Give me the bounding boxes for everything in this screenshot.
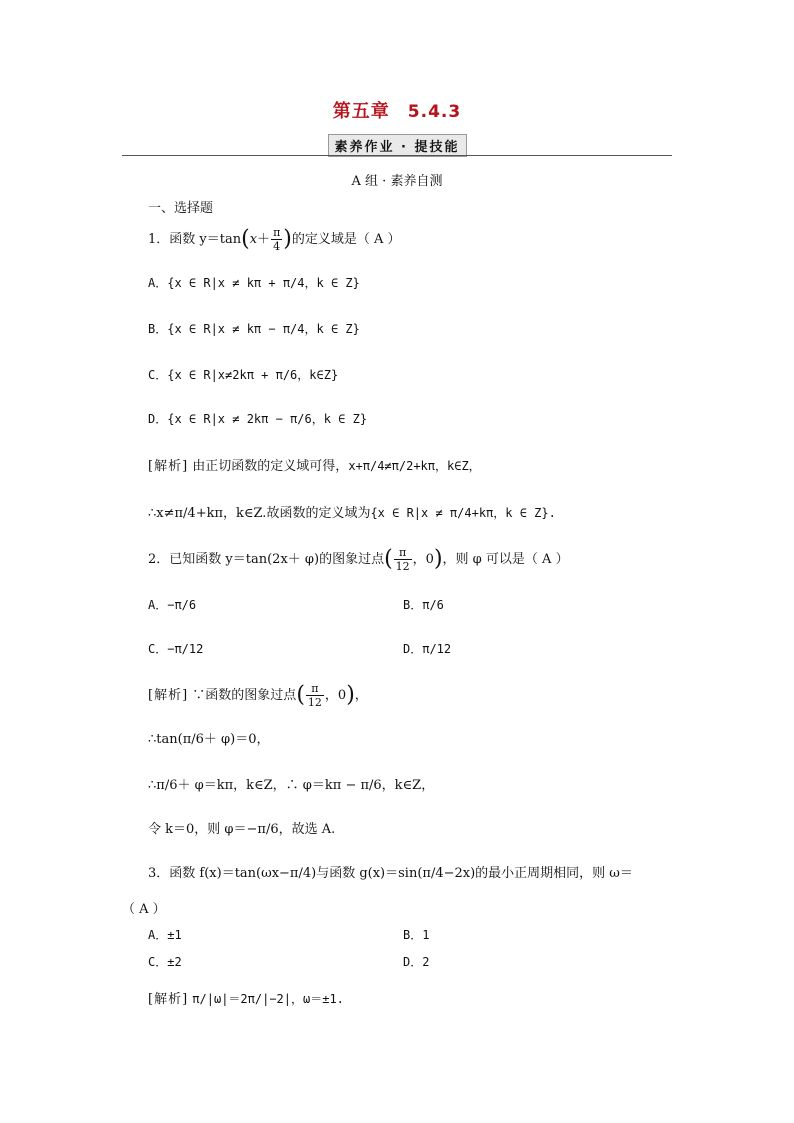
banner: 素养作业 · 提技能 (328, 134, 467, 157)
q1-solution-2: ∴x≠π/4+kπ，k∈Z.故函数的定义域为{x ∈ R|x ≠ π/4+kπ，k ∈ Z}. (148, 506, 556, 521)
q2-solution-2: ∴tan(π/6＋ φ)＝0， (148, 732, 270, 747)
q2-stem: 2．已知函数 y＝tan(2x＋ φ)的图象过点( $\frac{\pi}{12}$ ，0)，则 φ 可以是（ A ） (148, 546, 569, 573)
q1-option-b: B．{x ∈ R|x ≠ kπ − π/4，k ∈ Z} (148, 322, 360, 336)
group-heading: A 组 · 素养自测 (351, 174, 443, 189)
section-heading: 一、选择题 (148, 201, 214, 216)
q3-option-a: A．±1 (148, 928, 182, 942)
section-number: 5.4.3 (407, 102, 462, 122)
q3-answer: （ A ） (122, 902, 166, 917)
q3-option-d: D．2 (403, 955, 430, 969)
q3-option-c: C．±2 (148, 955, 182, 969)
q2-option-c: C．−π/12 (148, 642, 204, 656)
q1-option-a: A．{x ∈ R|x ≠ kπ + π/4，k ∈ Z} (148, 276, 360, 290)
q1-solution-1: [解析] 由正切函数的定义域可得，x+π/4≠π/2+kπ，k∈Z， (148, 459, 481, 474)
q3-stem: 3．函数 f(x)＝tan(ωx−π/4)与函数 g(x)＝sin(π/4−2x)的最小正周期相同，则 ω＝ (148, 866, 633, 881)
q3-option-b: B．1 (403, 928, 430, 942)
q2-solution-1: [解析] ∵函数的图象过点( $\frac{\pi}{12}$ ，0)， (148, 682, 368, 709)
q1-option-c: C．{x ∈ R|x≠2kπ + π/6，k∈Z} (148, 368, 339, 382)
q2-solution-4: 令 k＝0，则 φ＝−π/6，故选 A. (148, 822, 336, 837)
chapter-title (0, 97, 794, 123)
q1-stem: 1．函数 y＝tan(x＋ $\frac{\pi}{4}$ )的定义域是（ A ） (148, 226, 401, 253)
q1-option-d: D．{x ∈ R|x ≠ 2kπ − π/6，k ∈ Z} (148, 412, 368, 426)
q3-solution: [解析] π/|ω|＝2π/|−2|，ω＝±1. (148, 992, 344, 1007)
q2-option-d: D．π/12 (403, 642, 452, 656)
q2-solution-3: ∴π/6＋ φ＝kπ，k∈Z，∴ φ＝kπ − π/6，k∈Z， (148, 778, 435, 793)
chapter-label: 第五章 (332, 101, 390, 122)
q2-option-b: B．π/6 (403, 598, 444, 612)
q2-option-a: A．−π/6 (148, 598, 197, 612)
header-rule (122, 155, 672, 156)
